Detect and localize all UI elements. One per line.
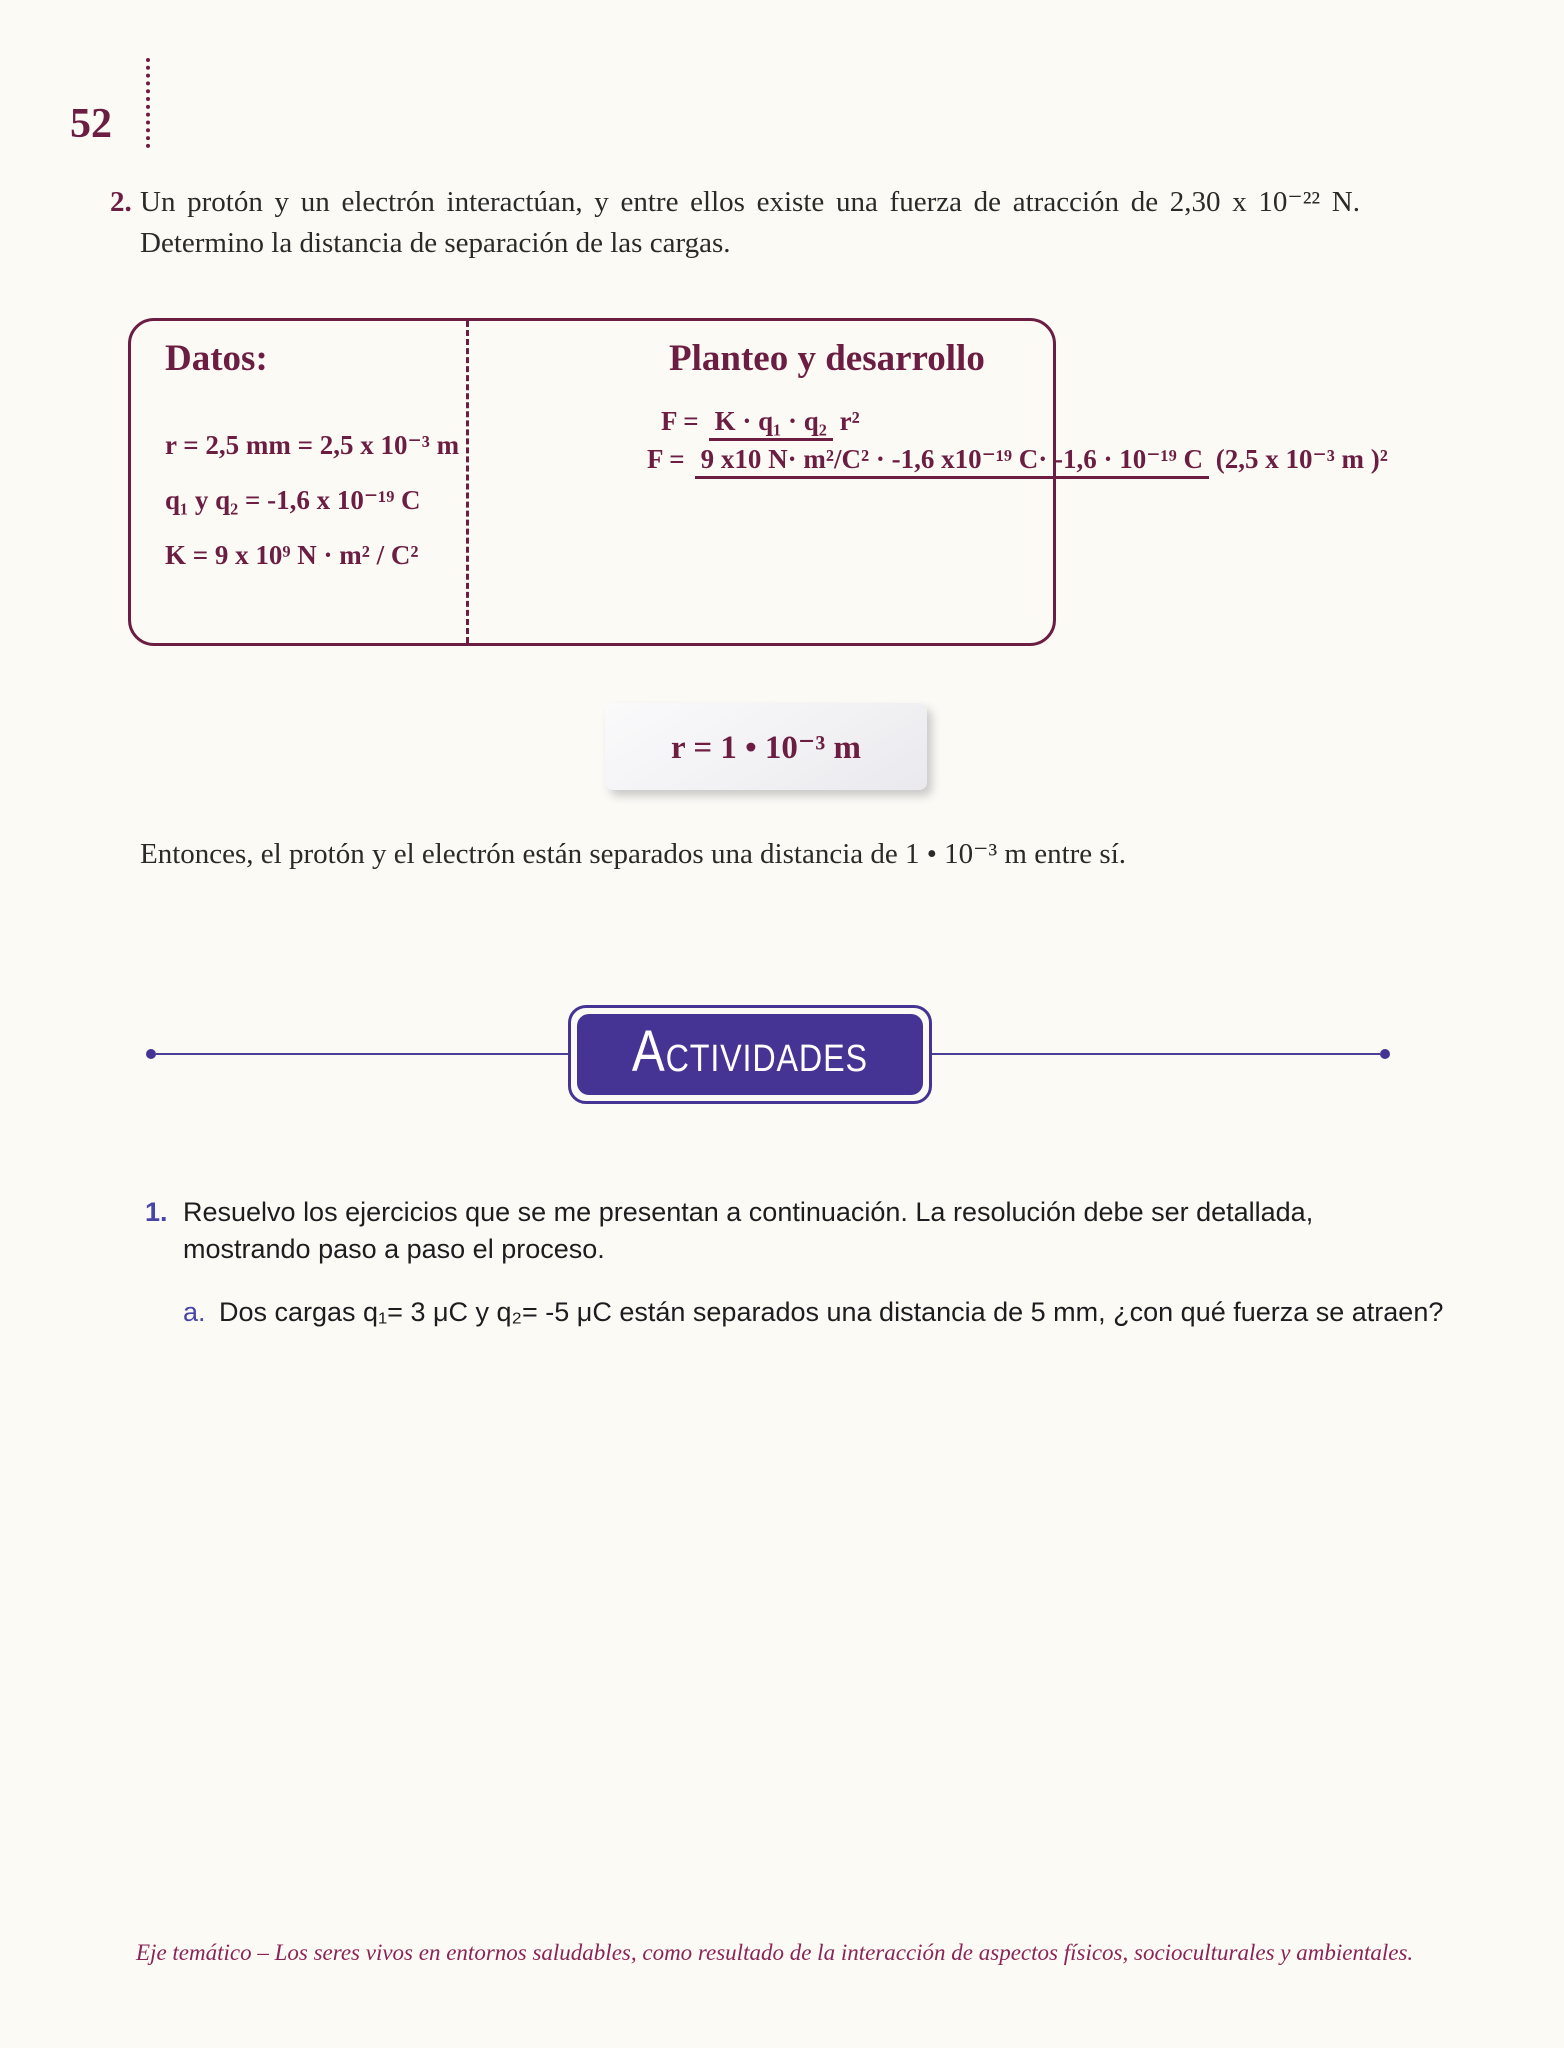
fraction-denominator: r² [839,406,860,436]
page-number-divider [146,58,150,148]
conclusion-text: Entonces, el protón y el electrón están separados una distancia de 1 • 10⁻³ m entre sí. [140,838,1127,870]
activity-text: Resuelvo los ejercicios que se me presentan a continuación. La resolución debe ser detallada, mostrando paso a paso el proceso. [183,1197,1314,1264]
fraction [695,442,1388,476]
fraction-numerator: 9 x10 N· m²/C² · -1,6 x10⁻¹⁹ C· -1,6 · 10⁻¹⁹ C [695,444,1209,479]
page-number: 52 [70,101,112,147]
formula-lhs: F = [661,406,699,436]
banner-label-rest: CTIVIDADES [665,1037,869,1080]
formula-substitution [647,442,1388,476]
datos-line-q: q₁ y q₂ = -1,6 x 10⁻¹⁹ C [165,485,421,515]
problem-item [110,182,1360,264]
formula-coulomb-law [661,404,1053,438]
banner-label [632,1018,868,1085]
fraction-numerator: K · q₁ · q₂ [709,406,833,441]
banner-rule-right [932,1053,1380,1055]
datos-title: Datos: [165,338,268,379]
solution-box [128,318,1388,646]
banner-box-fill [577,1014,923,1095]
datos-lines [165,418,466,583]
banner-dot-left [146,1049,156,1059]
banner-box [568,1005,932,1104]
result-box [605,703,927,790]
banner-rule-left [156,1053,568,1055]
activity-item-1 [145,1194,1445,1268]
fraction [709,404,860,438]
footer-text: Eje temático – Los seres vivos en entornos saludables, como resultado de la interacción de aspectos físicos, socioculturales y ambientales. [136,1940,1414,1965]
result-text: r = 1 • 10⁻³ m [671,729,861,766]
problem-marker: 2. [110,186,132,218]
activities-banner [146,1002,1390,1106]
planteo-section [469,321,1388,643]
activity-marker: 1. [145,1197,168,1227]
formula-lhs: F = [647,444,685,474]
banner-label-initial: A [632,1018,666,1084]
activity-text: Dos cargas q₁= 3 μC y q₂= -5 μC están separados una distancia de 5 mm, ¿con qué fuerza se atraen? [219,1297,1444,1327]
problem-text: Un protón y un electrón interactúan, y entre ellos existe una fuerza de atracción de 2,30 x 10⁻²² N. Determino la distancia de separación de las cargas. [140,186,1360,259]
activity-marker: a. [183,1297,206,1327]
banner-dot-right [1380,1049,1390,1059]
datos-line-k: K = 9 x 10⁹ N · m² / C² [165,540,419,570]
fraction-denominator: (2,5 x 10⁻³ m )² [1215,444,1388,474]
datos-section [131,321,466,643]
planteo-title: Planteo y desarrollo [669,338,985,379]
activities-list [145,1194,1445,1331]
activity-item-a [145,1294,1445,1331]
datos-line-r: r = 2,5 mm = 2,5 x 10⁻³ m [165,430,460,460]
